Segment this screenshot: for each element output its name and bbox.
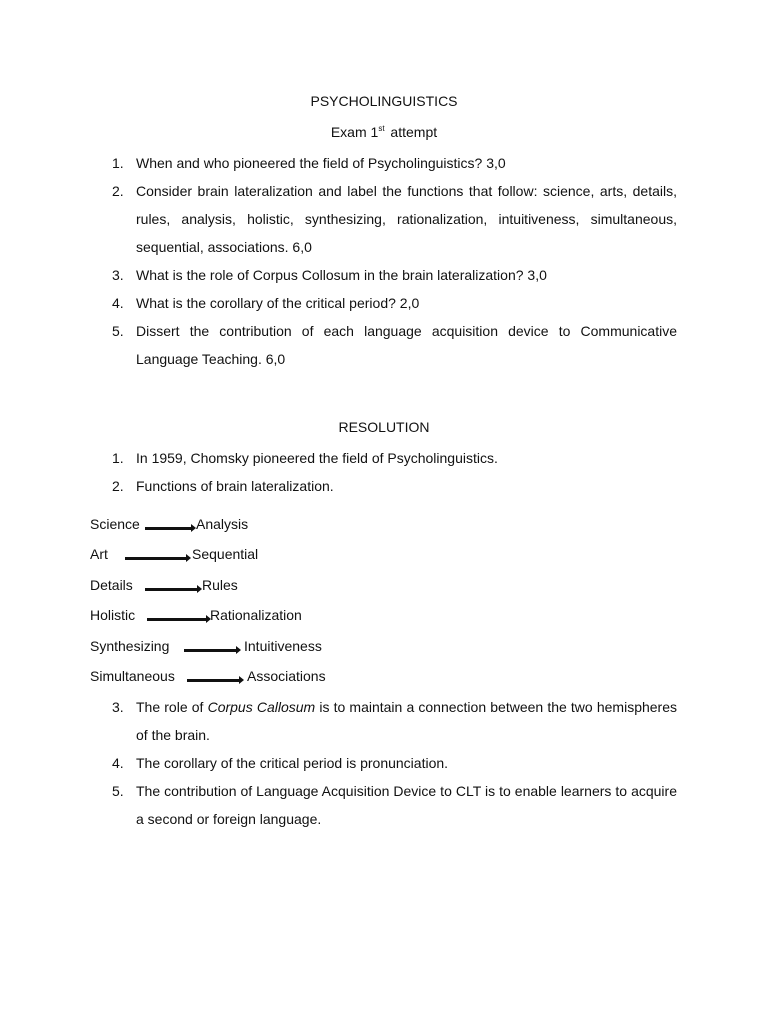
question-number: 3. — [112, 267, 124, 283]
answer-text: Functions of brain lateralization. — [136, 478, 334, 494]
arrow-icon — [147, 618, 207, 621]
document-title: PSYCHOLINGUISTICS — [310, 93, 458, 109]
pair-left: Holistic — [90, 607, 136, 624]
subtitle-suffix: attempt — [386, 124, 438, 140]
pair-row — [90, 634, 410, 664]
pair-right: Sequential — [192, 546, 259, 563]
subtitle-superscript: st — [378, 124, 385, 133]
arrow-icon — [187, 679, 240, 682]
answer-number: 4. — [112, 755, 124, 771]
answer-item — [108, 444, 677, 472]
pair-row — [90, 573, 410, 603]
question-number: 5. — [112, 323, 124, 339]
answer-item — [108, 777, 677, 833]
pair-row — [90, 542, 410, 572]
arrow-icon — [145, 588, 198, 591]
question-text: Consider brain lateralization and label the functions that follow: science, arts, details, rules, analysis, holistic, synthesizing, rationalization, intuitiveness, simultaneous, sequential, associations. 6,0 — [136, 183, 677, 255]
answer-text-before: The role of — [136, 699, 208, 715]
answer-item — [108, 472, 677, 500]
answer-item — [108, 749, 677, 777]
exam-subtitle — [0, 124, 768, 140]
question-item — [108, 289, 677, 317]
pair-left: Simultaneous — [90, 667, 175, 684]
pair-right: Associations — [247, 667, 326, 684]
question-number: 2. — [112, 183, 124, 199]
answer-item — [108, 693, 677, 749]
answer-list-continued — [108, 693, 677, 833]
question-item — [108, 177, 677, 261]
question-list — [108, 149, 677, 373]
pair-left: Science — [90, 516, 140, 532]
pair-row — [90, 664, 410, 694]
pair-right: Analysis — [196, 516, 249, 532]
pair-row — [90, 603, 410, 633]
question-text: When and who pioneered the field of Psycholinguistics? 3,0 — [136, 155, 506, 171]
pair-right: Intuitiveness — [244, 637, 322, 654]
answer-list — [108, 444, 677, 500]
answer-text: The contribution of Language Acquisition Device to CLT is to enable learners to acquire a second or foreign language. — [136, 783, 677, 827]
pair-right: Rules — [202, 576, 238, 593]
pair-row — [90, 512, 410, 542]
question-text: What is the corollary of the critical period? 2,0 — [136, 295, 420, 311]
question-number: 1. — [112, 155, 124, 171]
answer-text-after: is to maintain a connection between the two hemispheres of the brain. — [136, 699, 677, 743]
answer-text: In 1959, Chomsky pioneered the field of Psycholinguistics. — [136, 450, 498, 466]
question-item — [108, 261, 677, 289]
answer-number: 5. — [112, 783, 124, 799]
pair-left: Art — [90, 546, 108, 563]
corpus-callosum-term: Corpus Callosum — [207, 699, 316, 715]
answer-number: 3. — [112, 699, 124, 715]
question-item — [108, 317, 677, 373]
pair-left: Synthesizing — [90, 637, 170, 654]
question-text: Dissert the contribution of each language acquisition device to Communicative Language Teaching. 6,0 — [136, 323, 677, 367]
arrow-icon — [145, 527, 192, 530]
pair-right: Rationalization — [210, 607, 302, 624]
answer-number: 1. — [112, 450, 124, 466]
pair-left: Details — [90, 576, 133, 593]
question-text: What is the role of Corpus Collosum in the brain lateralization? 3,0 — [136, 267, 547, 283]
resolution-title: RESOLUTION — [338, 419, 430, 435]
arrow-icon — [184, 649, 237, 652]
subtitle-prefix: Exam 1 — [330, 124, 379, 140]
answer-text: The corollary of the critical period is pronunciation. — [136, 755, 449, 771]
question-item — [108, 149, 677, 177]
question-number: 4. — [112, 295, 124, 311]
answer-number: 2. — [112, 478, 124, 494]
lateralization-pairs — [90, 512, 410, 694]
arrow-icon — [125, 557, 187, 560]
